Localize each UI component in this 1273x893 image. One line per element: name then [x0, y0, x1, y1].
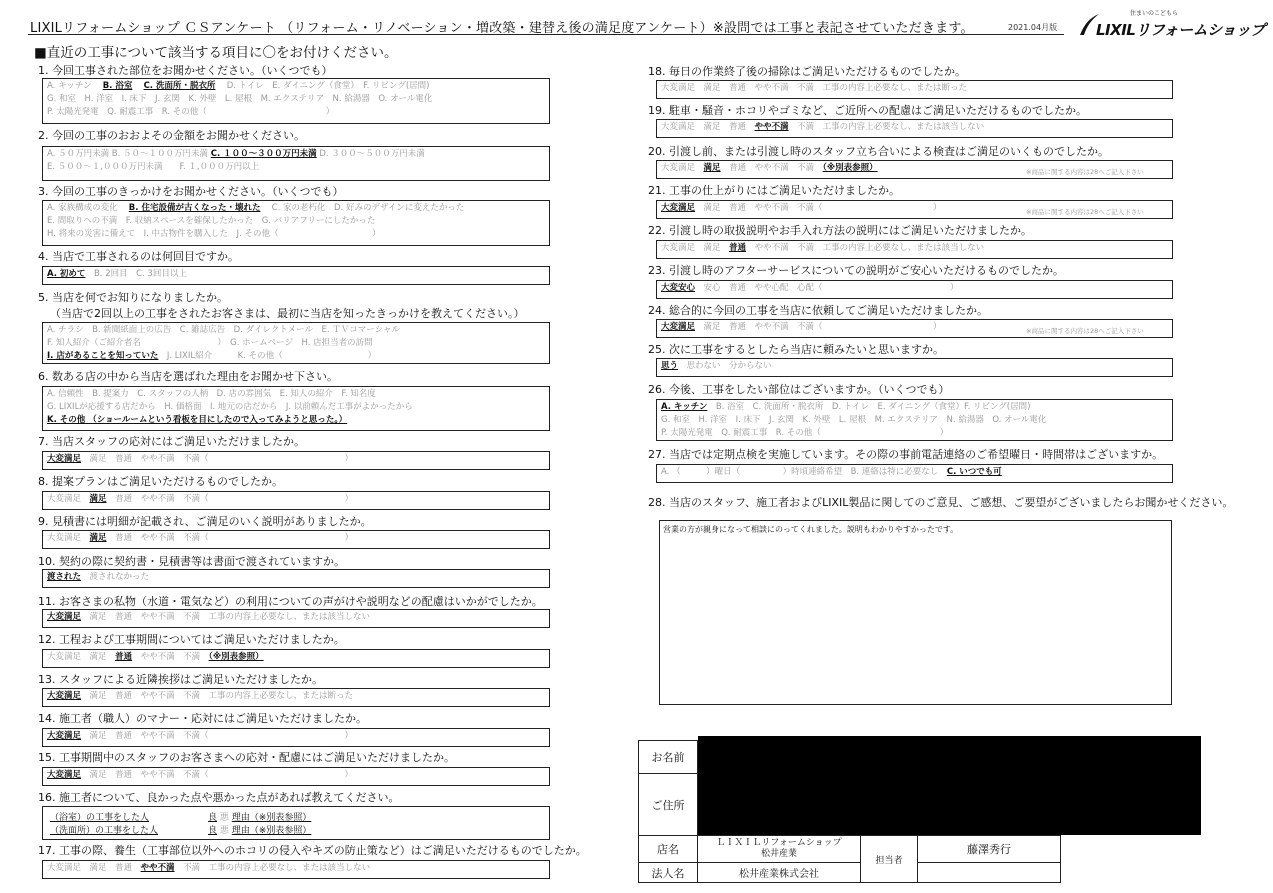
staff-label: 担当者	[861, 836, 918, 883]
redacted-personal-info	[698, 736, 1201, 835]
q4-question: 4. 当店で工事されるのは何回目ですか。	[38, 250, 239, 263]
q15-options[interactable]: 満足 普通 やや不満 不満（ ）	[89, 770, 354, 780]
q8-question: 8. 提案プランはご満足いただけるものでしたか。	[38, 475, 283, 488]
q24-option-selected[interactable]: 大変満足	[661, 322, 696, 332]
logo-name: LIXILリフォームショップ	[1096, 21, 1265, 39]
q4-answer-box	[42, 266, 550, 285]
q12-question: 12. 工程および工事期間についてはご満足いただけましたか。	[38, 633, 345, 646]
store-value-line1: ＬＩＸＩＬリフォームショップ	[716, 838, 842, 848]
q19-option-selected[interactable]: やや不満	[754, 122, 789, 132]
q13-answer-box	[42, 688, 550, 707]
q6-answer-box	[42, 386, 550, 431]
q26-options-line3[interactable]: P. 太陽光発電 Q. 耐震工事 R. その他（ ）	[661, 428, 949, 438]
q5-subquestion: （当店で2回以上の工事をされたお客さまは、最初に当店を知ったきっかけを教えてください。）	[50, 307, 525, 320]
q16-bad-option[interactable]: 悪	[219, 813, 229, 823]
q10-options[interactable]: 渡されなかった	[89, 572, 150, 582]
page-title: LIXILリフォームショップ ＣＳアンケート （リフォーム・リノベーション・増改築・建替え後の満足度アンケート）※設問では工事と表記させていただきます。	[30, 21, 974, 36]
q9-option-selected[interactable]: 満足	[89, 533, 107, 543]
q16-row-2-rating[interactable]	[208, 823, 311, 836]
q11-question: 11. お客さまの私物（水道・電気など）の利用についての声がけや説明などの配慮はいかがでしたか。	[38, 595, 543, 608]
address-label: ご住所	[639, 774, 698, 836]
q28-comment-box[interactable]	[659, 520, 1172, 705]
q9-answer-box	[42, 530, 550, 549]
corp-label: 法人名	[639, 863, 698, 883]
q5-options-line1[interactable]: A. チラシ B. 新聞紙面上の広告 C. 雑誌広告 D. ダイレクトメール E. ＴＶコマーシャル	[47, 325, 400, 335]
q26-option-selected[interactable]: A. キッチン	[661, 402, 708, 412]
q16-good-selected[interactable]: 良	[208, 826, 218, 836]
q2-option[interactable]: A. ５０万円未満 B. ５０～１００万円未満	[47, 149, 209, 159]
q21-question: 21. 工事の仕上がりにはご満足いただけましたか。	[648, 184, 900, 197]
q16-bad-option[interactable]: 悪	[219, 826, 229, 836]
q23-question: 23. 引渡し時のアフターサービスについての説明がご安心いただけるものでしたか。	[648, 264, 1064, 277]
q1-option-selected[interactable]: B. 浴室	[102, 81, 133, 91]
q15-option-selected[interactable]: 大変満足	[47, 770, 82, 780]
q11-option-selected[interactable]: 大変満足	[47, 612, 82, 622]
q5-options-line3[interactable]: J. LIXIL紹介 K. その他（ ）	[166, 351, 377, 361]
q1-option-selected[interactable]: C. 洗面所・脱衣所	[143, 81, 216, 91]
q22-options[interactable]: やや不満 不満 工事の内容上必要なし、または該当しない	[754, 243, 985, 253]
q9-question: 9. 見積書には明細が記載され、ご満足のいく説明がありましたか。	[38, 515, 372, 528]
q23-answer-box	[656, 280, 1173, 299]
q19-option[interactable]: 大変満足 満足 普通	[661, 122, 747, 132]
q6-options-line2[interactable]: G. LIXILが応援する店だから H. 価格面 I. 地元の店だから J. 以前頼んだ工事がよかったから	[47, 402, 413, 412]
corp-value: 松井産業株式会社	[698, 863, 861, 883]
q25-answer-box	[656, 358, 1173, 377]
staff-value: 藤澤秀行	[918, 836, 1061, 863]
q2-question: 2. 今回の工事のおおよその金額をお聞かせください。	[38, 129, 305, 142]
q3-options-line3[interactable]: H. 将来の災害に備えて I. 中古物件を購入した J. その他（ ）	[47, 229, 381, 239]
q7-option-selected[interactable]: 大変満足	[47, 454, 82, 464]
q6-options-line1[interactable]: A. 信頼性 B. 提案力 C. スタッフの人柄 D. 店の雰囲気 E. 知人の紹介 F. 知名度	[47, 389, 376, 399]
q3-answer-box	[42, 200, 550, 246]
q4-option-selected[interactable]: A. 初めて	[47, 269, 86, 279]
q9-options[interactable]: 普通 やや不満 不満（ ）	[115, 533, 354, 543]
store-label: 店名	[639, 836, 698, 863]
q1-question: 1. 今回工事された部位をお聞かせください。（いくつでも）	[38, 64, 333, 77]
q20-options[interactable]: 普通 やや不満 不満	[729, 163, 815, 173]
title-underline	[28, 34, 1064, 35]
q4-options[interactable]: B. 2回目 C. 3回目以上	[93, 269, 187, 279]
q26-options-line1[interactable]: B. 浴室 C. 洗面所・脱衣所 D. トイレ E. ダイニング（食堂）F. リビング(居間)	[715, 402, 1031, 412]
q19-options[interactable]: 不満 工事の内容上必要なし、または該当しない	[797, 122, 985, 132]
q20-note: ※商品に関する内容は28へご記入下さい	[1026, 168, 1144, 176]
staff-extra-field	[918, 863, 1061, 883]
q26-answer-box	[656, 399, 1173, 441]
q7-options[interactable]: 満足 普通 やや不満 不満（ ）	[89, 454, 354, 464]
q22-question: 22. 引渡し時の取扱説明やお手入れ方法の説明にはご満足いただけましたか。	[648, 224, 1032, 237]
q23-options[interactable]: 安心 普通 やや心配 心配（ ）	[703, 283, 959, 293]
q5-option-selected[interactable]: I. 店があることを知っていた	[47, 351, 159, 361]
q16-reason: 理由（※別表参照）	[231, 826, 312, 836]
q16-row-1	[50, 810, 149, 823]
q14-question: 14. 施工者（職人）のマナー・応対にはご満足いただけましたか。	[38, 712, 367, 725]
q25-option-selected[interactable]: 思う	[661, 361, 679, 371]
q3-options-line2[interactable]: E. 間取りへの不満 F. 収納スペースを確保したかった G. バリアフリーにしたかった	[47, 216, 376, 226]
q13-question: 13. スタッフによる近隣挨拶はご満足いただけましたか。	[38, 673, 323, 686]
q14-answer-box	[42, 728, 550, 747]
logo-tagline: 住まいのこどもら	[1130, 10, 1179, 17]
q10-answer-box	[42, 569, 550, 588]
q21-note: ※商品に関する内容は28へご記入下さい	[1026, 208, 1144, 216]
q17-answer-box	[42, 860, 550, 879]
q12-option-selected[interactable]: 普通	[115, 652, 133, 662]
q10-option-selected[interactable]: 渡された	[47, 572, 82, 582]
q6-question: 6. 数ある店の中から当店を選ばれた理由をお聞かせ下さい。	[38, 370, 338, 383]
q8-options[interactable]: 普通 やや不満 不満（ ）	[115, 494, 354, 504]
q22-option[interactable]: 大変満足 満足	[661, 243, 721, 253]
q1-answer-box	[42, 78, 550, 124]
q24-note: ※商品に関する内容は28へご記入下さい	[1026, 327, 1144, 335]
q20-question: 20. 引渡し前、または引渡し時のスタッフ立ち合いによる検査はご満足のいくものでしたか。	[648, 145, 1109, 158]
q24-options[interactable]: 満足 普通 やや不満 不満（ ）	[703, 322, 942, 332]
q14-option-selected[interactable]: 大変満足	[47, 731, 82, 741]
q13-options[interactable]: 満足 普通 やや不満 不満 工事の内容上必要なし、または断った	[89, 691, 354, 701]
q20-option-selected[interactable]: 満足	[703, 163, 721, 173]
q21-option-selected[interactable]: 大変満足	[661, 203, 696, 213]
q8-answer-box	[42, 491, 550, 510]
q10-question: 10. 契約の際に契約書・見積書等は書面で渡されていますか。	[38, 555, 345, 568]
q16-row-2	[50, 823, 158, 836]
q18-options[interactable]: 大変満足 満足 普通 やや不満 不満 工事の内容上必要なし、または断った	[661, 83, 968, 93]
q5-question: 5. 当店を何でお知りになりましたか。	[38, 291, 228, 304]
q9-option[interactable]: 大変満足	[47, 533, 82, 543]
q27-option-selected[interactable]: C. いつでも可	[946, 467, 1002, 477]
q15-answer-box	[42, 767, 550, 786]
q20-extra: （※別表参照）	[822, 163, 878, 173]
lixil-logo	[1078, 8, 1265, 39]
q28-comment-text: 営業の方が親身になって相談にのってくれました。説明もわかりやすかったです。	[663, 525, 959, 534]
q17-options[interactable]: 不満 工事の内容上必要なし、または該当しない	[183, 863, 371, 873]
name-label: お名前	[639, 741, 698, 774]
q26-options-line2[interactable]: G. 和室 H. 洋室 I. 床下 J. 玄関 K. 外壁 L. 屋根 M. エクステリア N. 給湯器 O. オール電化	[661, 415, 1047, 425]
q13-option-selected[interactable]: 大変満足	[47, 691, 82, 701]
q2-options-line2[interactable]: E. ５００～１,０００万円未満 F. １,０００万円以上	[47, 162, 260, 172]
q26-question: 26. 今後、工事をしたい部位はございますか。（いくつでも）	[648, 383, 950, 396]
q16-worker-label: （洗面所）の工事をした人	[50, 826, 159, 836]
q17-option-selected[interactable]: やや不満	[140, 863, 175, 873]
q24-question: 24. 総合的に今回の工事を当店に依頼してご満足いただけましたか。	[648, 304, 988, 317]
q17-question: 17. 工事の際、養生（工事部位以外へのホコリの侵入やキズの防止策など）はご満足いただけるものでしたか。	[38, 844, 587, 857]
q14-options[interactable]: 満足 普通 やや不満 不満（ ）	[89, 731, 354, 741]
q3-option-selected[interactable]: B. 住宅設備が古くなった・壊れた	[128, 203, 261, 213]
q19-question: 19. 駐車・騒音・ホコリやゴミなど、ご近所への配慮はご満足いただけるものでしたか。	[648, 104, 1087, 117]
q8-option[interactable]: 大変満足	[47, 494, 82, 504]
q6-option-selected[interactable]: K. その他 （ショールームという看板を目にしたので入ってみようと思った。）	[47, 415, 348, 425]
q17-option[interactable]: 大変満足 満足 普通	[47, 863, 133, 873]
section-heading: ■直近の工事について該当する項目に〇をお付けください。	[34, 45, 398, 61]
q7-question: 7. 当店スタッフの応対にはご満足いただけましたか。	[38, 435, 305, 448]
q23-option-selected[interactable]: 大変安心	[661, 283, 696, 293]
q25-question: 25. 次に工事をするとしたら当店に頼みたいと思いますか。	[648, 343, 944, 356]
q27-question: 27. 当店では定期点検を実施しています。その際の事前電話連絡のご希望曜日・時間帯はございますか。	[648, 448, 1164, 461]
q18-answer-box	[656, 80, 1173, 99]
q12-extra: （※別表参照）	[208, 652, 264, 662]
q3-option[interactable]: A. 家族構成の変化	[47, 203, 118, 213]
q1-options-line2[interactable]: G. 和室 H. 洋室 I. 床下 J. 玄関 K. 外壁 L. 屋根 M. エクステリア N. 給湯器 O. オール電化	[47, 94, 433, 104]
q22-option-selected[interactable]: 普通	[729, 243, 747, 253]
q19-answer-box	[656, 119, 1173, 138]
q25-options[interactable]: 思わない 分からない	[686, 361, 772, 371]
q3-question: 3. 今回の工事のきっかけをお聞かせください。（いくつでも）	[38, 185, 344, 198]
q12-options[interactable]: やや不満 不満	[140, 652, 201, 662]
store-value-line2: 松井産業	[760, 849, 797, 859]
q21-options[interactable]: 満足 普通 やや不満 不満（ ）	[703, 203, 942, 213]
q3-option[interactable]: C. 家の老朽化 D. 好みのデザインに変えたかった	[271, 203, 465, 213]
q1-option[interactable]: A. キッチン	[47, 81, 92, 91]
q16-good-selected[interactable]: 良	[208, 813, 218, 823]
edition-label: 2021.04月版	[1008, 23, 1058, 32]
q7-answer-box	[42, 451, 550, 470]
q16-worker-label: （浴室）の工事をした人	[50, 813, 150, 823]
q16-row-1-rating[interactable]	[208, 810, 311, 823]
q12-option[interactable]: 大変満足 満足	[47, 652, 107, 662]
q27-answer-box	[656, 464, 1173, 483]
q2-answer-box	[42, 146, 550, 181]
q22-answer-box	[656, 240, 1173, 259]
q11-answer-box	[42, 609, 550, 628]
q2-option-selected[interactable]: C. １００～３００万円未満	[210, 149, 317, 159]
store-value	[698, 836, 861, 863]
q20-option[interactable]: 大変満足	[661, 163, 696, 173]
q16-question: 16. 施工者について、良かった点や悪かった点があれば教えてください。	[38, 791, 400, 804]
q15-question: 15. 工事期間中のスタッフのお客さまへの応対・配慮にはご満足いただけましたか。	[38, 751, 455, 764]
q5-answer-box	[42, 322, 550, 364]
q28-question: 28. 当店のスタッフ、施工者およびLIXIL製品に関してのご意見、ご感想、ご要望がございましたらお聞かせください。	[648, 496, 1234, 509]
q1-options-line3[interactable]: P. 太陽光発電 Q. 耐震工事 R. その他（ ）	[47, 107, 335, 117]
q5-options-line2[interactable]: F. 知人紹介（ご紹介者名 ） G. ホームページ H. 店担当者の訪問	[47, 338, 373, 348]
q11-options[interactable]: 満足 普通 やや不満 不満 工事の内容上必要なし、または該当しない	[89, 612, 371, 622]
q27-options[interactable]: A. （ ）曜日（ ）時頃連絡希望 B. 連絡は特に必要なし	[661, 467, 939, 477]
q18-question: 18. 毎日の作業終了後の掃除はご満足いただけるものでしたか。	[648, 65, 966, 78]
q12-answer-box	[42, 649, 550, 668]
q8-option-selected[interactable]: 満足	[89, 494, 107, 504]
q2-option[interactable]: D. ３００～５００万円未満	[319, 149, 425, 159]
q16-reason: 理由（※別表参照）	[231, 813, 312, 823]
q1-option[interactable]: D. トイレ E. ダイニング（食堂） F. リビング(居間)	[226, 81, 430, 91]
